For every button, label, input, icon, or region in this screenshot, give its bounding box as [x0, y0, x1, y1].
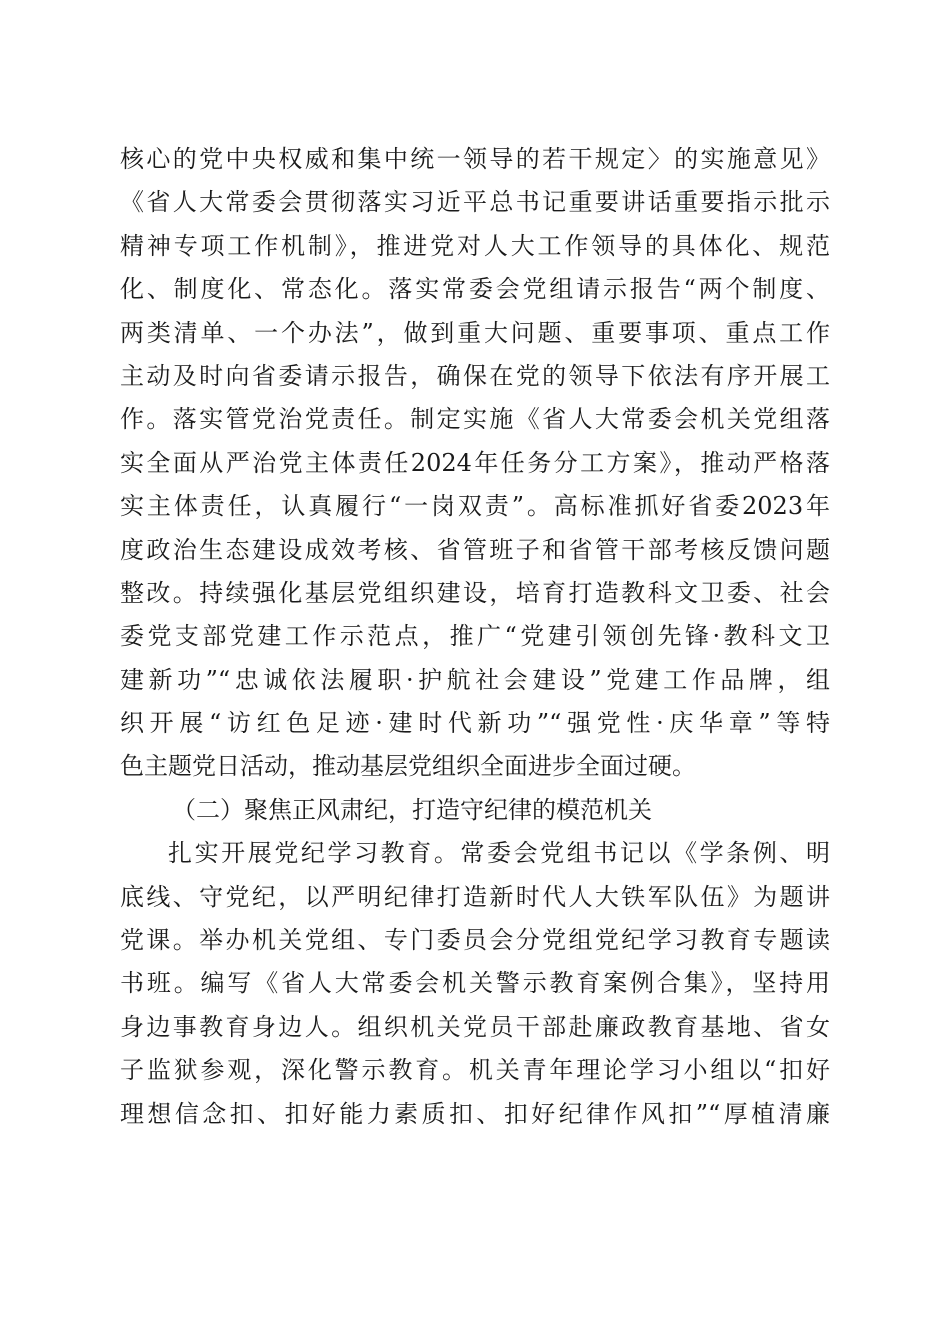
text-line: 作。落实管党治党责任。制定实施《省人大常委会机关党组落 — [120, 405, 830, 434]
text-line: 建新功”“忠诚依法履职·护航社会建设”党建工作品牌，组 — [120, 665, 830, 694]
text-line: 《省人大常委会贯彻落实习近平总书记重要讲话重要指示批示 — [120, 188, 830, 217]
section-heading: （二）聚焦正风肃纪，打造守纪律的模范机关 — [172, 795, 652, 824]
text-line: 党课。举办机关党组、专门委员会分党组党纪学习教育专题读 — [120, 926, 830, 955]
text-line: 色主题党日活动，推动基层党组织全面进步全面过硬。 — [120, 752, 696, 781]
text-line: 化、制度化、常态化。落实常委会党组请示报告“两个制度、 — [120, 275, 830, 304]
text-line: 底线、守党纪，以严明纪律打造新时代人大铁军队伍》为题讲 — [120, 882, 830, 911]
text-line: 委党支部党建工作示范点，推广“党建引领创先锋·教科文卫 — [120, 622, 830, 651]
text-line: 理想信念扣、扣好能力素质扣、扣好纪律作风扣”“厚植清廉 — [120, 1099, 830, 1128]
body-text — [120, 138, 830, 1136]
text-line: 主动及时向省委请示报告，确保在党的领导下依法有序开展工 — [120, 361, 830, 390]
text-line: 扎实开展党纪学习教育。常委会党组书记以《学条例、明 — [168, 839, 830, 868]
text-line: 实全面从严治党主体责任2024年任务分工方案》，推动严格落 — [120, 448, 830, 477]
text-line: 织开展“访红色足迹·建时代新功”“强党性·庆华章”等特 — [120, 709, 830, 738]
text-line: 核心的党中央权威和集中统一领导的若干规定〉的实施意见》 — [120, 145, 830, 173]
text-line: 身边事教育身边人。组织机关党员干部赴廉政教育基地、省女 — [120, 1012, 830, 1041]
text-line: 整改。持续强化基层党组织建设，培育打造教科文卫委、社会 — [120, 578, 830, 607]
text-line: 子监狱参观，深化警示教育。机关青年理论学习小组以“扣好 — [120, 1056, 830, 1085]
text-line: 两类清单、一个办法”，做到重大问题、重要事项、重点工作 — [120, 318, 830, 347]
text-line: 实主体责任，认真履行“一岗双责”。高标准抓好省委2023年 — [120, 492, 830, 521]
text-line: 度政治生态建设成效考核、省管班子和省管干部考核反馈问题 — [120, 535, 830, 564]
text-line: 书班。编写《省人大常委会机关警示教育案例合集》，坚持用 — [120, 969, 830, 998]
text-line: 精神专项工作机制》，推进党对人大工作领导的具体化、规范 — [120, 231, 830, 260]
